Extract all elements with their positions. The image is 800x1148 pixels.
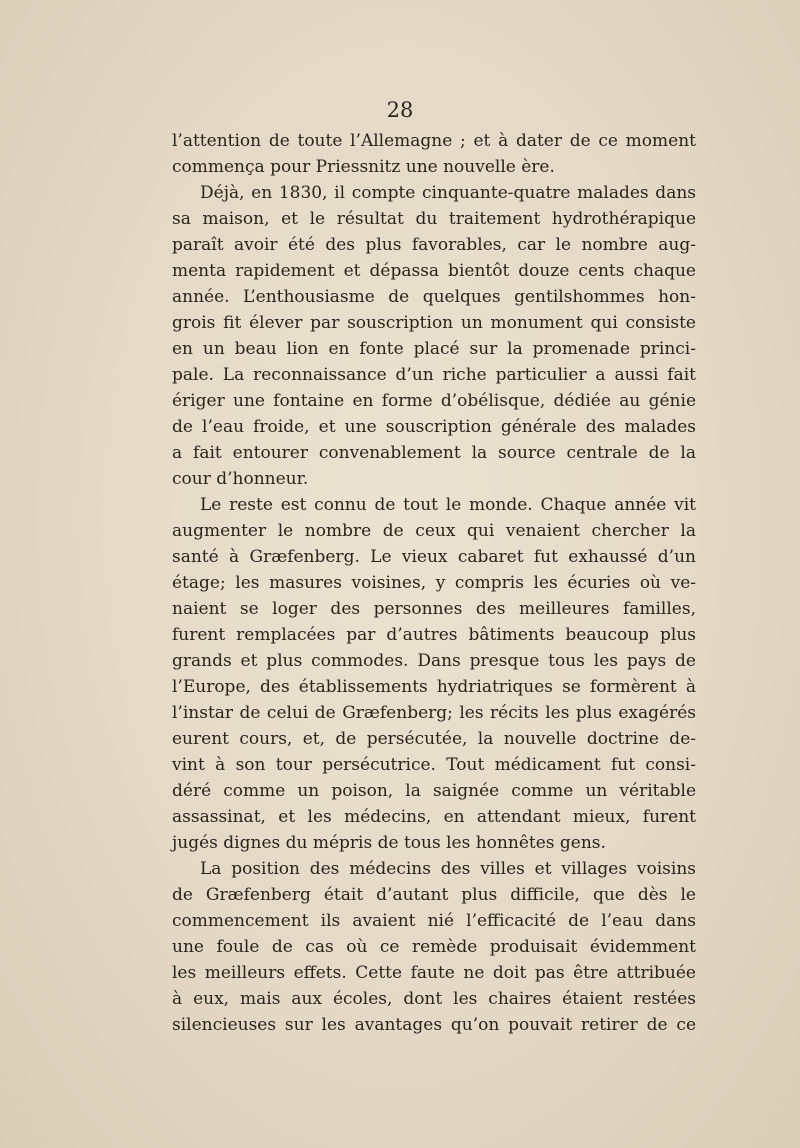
body-text — [172, 128, 696, 1038]
text-line: en un beau lion en fonte placé sur la promenade princi- — [172, 339, 696, 359]
text-line: augmenter le nombre de ceux qui venaient chercher la — [172, 521, 696, 541]
text-line: les meilleurs effets. Cette faute ne doit pas être attribuée — [172, 963, 696, 983]
text-line: une foule de cas où ce remède produisait évidemment — [172, 937, 696, 957]
text-line: déré comme un poison, la saignée comme un véritable — [172, 781, 696, 801]
text-line: santé à Græfenberg. Le vieux cabaret fut exhaussé d’un — [172, 547, 696, 567]
text-line: grois fit élever par souscription un monument qui consiste — [172, 313, 696, 333]
text-line: menta rapidement et dépassa bientôt douze cents chaque — [172, 261, 696, 281]
text-line: année. L’enthousiasme de quelques gentilshommes hon- — [172, 287, 696, 307]
text-line: paraît avoir été des plus favorables, car le nombre aug- — [172, 235, 696, 255]
text-line: l’instar de celui de Græfenberg; les récits les plus exagérés — [172, 703, 696, 723]
text-line: étage; les masures voisines, y compris les écuries où ve- — [172, 573, 696, 593]
text-line: Le reste est connu de tout le monde. Chaque année vit — [200, 495, 696, 515]
page-number: 28 — [386, 98, 414, 122]
text-line: pale. La reconnaissance d’un riche particulier a aussi fait — [172, 365, 696, 385]
text-line: silencieuses sur les avantages qu’on pouvait retirer de ce — [172, 1015, 696, 1035]
text-line: commença pour Priessnitz une nouvelle ère. — [172, 157, 555, 177]
text-line: à eux, mais aux écoles, dont les chaires étaient restées — [172, 989, 696, 1009]
text-line: jugés dignes du mépris de tous les honnêtes gens. — [172, 833, 606, 853]
text-line: commencement ils avaient nié l’efficacité de l’eau dans — [172, 911, 696, 931]
text-line: a fait entourer convenablement la source centrale de la — [172, 443, 696, 463]
text-line: assassinat, et les médecins, en attendant mieux, furent — [172, 807, 696, 827]
text-line: l’attention de toute l’Allemagne ; et à dater de ce moment — [172, 131, 696, 151]
text-line: furent remplacées par d’autres bâtiments beaucoup plus — [172, 625, 696, 645]
text-line: cour d’honneur. — [172, 469, 309, 489]
text-line: de Græfenberg était d’autant plus difficile, que dès le — [172, 885, 696, 905]
text-line: grands et plus commodes. Dans presque tous les pays de — [172, 651, 696, 671]
text-line: l’Europe, des établissements hydriatriques se formèrent à — [172, 677, 696, 697]
text-line: naient se loger des personnes des meilleures familles, — [172, 599, 696, 619]
text-line: ériger une fontaine en forme d’obélisque, dédiée au génie — [172, 391, 696, 411]
text-line: eurent cours, et, de persécutée, la nouvelle doctrine de- — [172, 729, 696, 749]
text-line: La position des médecins des villes et villages voisins — [200, 859, 696, 879]
text-line: Déjà, en 1830, il compte cinquante-quatre malades dans — [200, 183, 696, 203]
text-line: vint à son tour persécutrice. Tout médicament fut consi- — [172, 755, 696, 775]
text-line: de l’eau froide, et une souscription générale des malades — [172, 417, 696, 437]
text-line: sa maison, et le résultat du traitement hydrothérapique — [172, 209, 696, 229]
